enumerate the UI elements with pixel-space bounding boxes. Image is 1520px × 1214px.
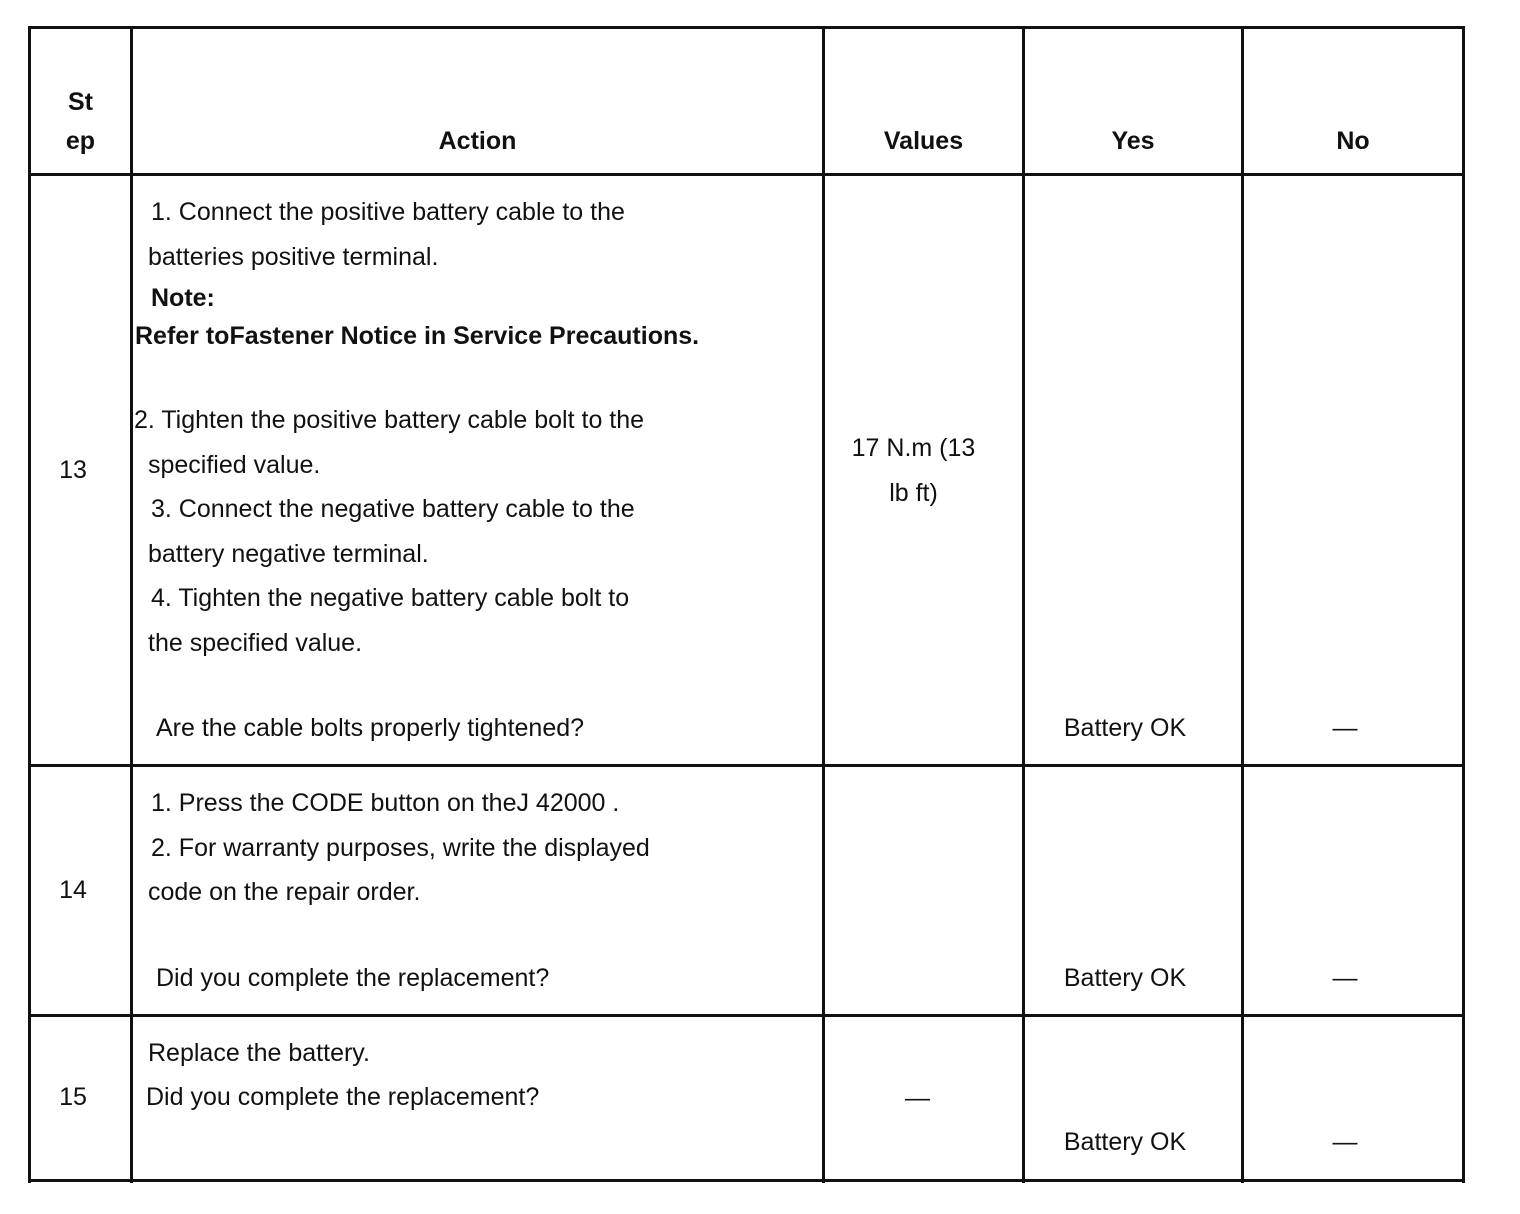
note-label: Note: bbox=[151, 284, 215, 312]
torque-value: lb ft) bbox=[889, 479, 938, 507]
no-result: — bbox=[1332, 714, 1358, 742]
grid-line bbox=[28, 173, 1465, 176]
grid-line bbox=[28, 1014, 1465, 1017]
grid-line bbox=[822, 28, 825, 1183]
question-text: Are the cable bolts properly tightened? bbox=[156, 714, 585, 742]
header-step-line1: St bbox=[68, 88, 93, 116]
action-line: Did you complete the replacement? bbox=[146, 1083, 540, 1111]
grid-line bbox=[28, 1179, 1465, 1182]
value-dash: — bbox=[905, 1084, 930, 1112]
no-result: — bbox=[1332, 1128, 1358, 1156]
action-line: 2. For warranty purposes, write the displayed bbox=[151, 834, 650, 862]
step-number: 14 bbox=[59, 876, 87, 904]
action-line: the specified value. bbox=[148, 629, 363, 657]
grid-line bbox=[1462, 28, 1465, 1183]
grid-line bbox=[28, 26, 1465, 29]
action-line: code on the repair order. bbox=[148, 878, 421, 906]
torque-value: 17 N.m (13 bbox=[851, 434, 976, 462]
yes-result: Battery OK bbox=[1063, 964, 1187, 992]
action-line: battery negative terminal. bbox=[148, 540, 429, 568]
step-number: 13 bbox=[59, 456, 87, 484]
header-action: Action bbox=[438, 127, 517, 155]
action-line: batteries positive terminal. bbox=[148, 243, 439, 271]
grid-line bbox=[1241, 28, 1244, 1183]
yes-result: Battery OK bbox=[1063, 714, 1187, 742]
header-yes: Yes bbox=[1111, 127, 1155, 155]
action-line: 2. Tighten the positive battery cable bolt to the bbox=[134, 406, 645, 434]
grid-line bbox=[1022, 28, 1025, 1183]
action-line: 3. Connect the negative battery cable to the bbox=[151, 495, 635, 523]
action-line: 1. Press the CODE button on theJ 42000 . bbox=[151, 789, 620, 817]
yes-result: Battery OK bbox=[1063, 1128, 1187, 1156]
action-line: 1. Connect the positive battery cable to the bbox=[151, 198, 625, 226]
header-values: Values bbox=[883, 127, 964, 155]
no-result: — bbox=[1332, 964, 1358, 992]
grid-line bbox=[28, 764, 1465, 767]
step-number: 15 bbox=[59, 1083, 87, 1111]
header-no: No bbox=[1336, 127, 1370, 155]
action-line: Replace the battery. bbox=[148, 1039, 370, 1067]
grid-line bbox=[130, 28, 133, 1183]
question-text: Did you complete the replacement? bbox=[156, 964, 550, 992]
grid-line bbox=[28, 28, 31, 1183]
note-text: Refer toFastener Notice in Service Precautions. bbox=[135, 322, 700, 350]
header-step-line2: ep bbox=[65, 127, 96, 155]
action-line: 4. Tighten the negative battery cable bolt to bbox=[151, 584, 630, 612]
action-line: specified value. bbox=[148, 451, 321, 479]
